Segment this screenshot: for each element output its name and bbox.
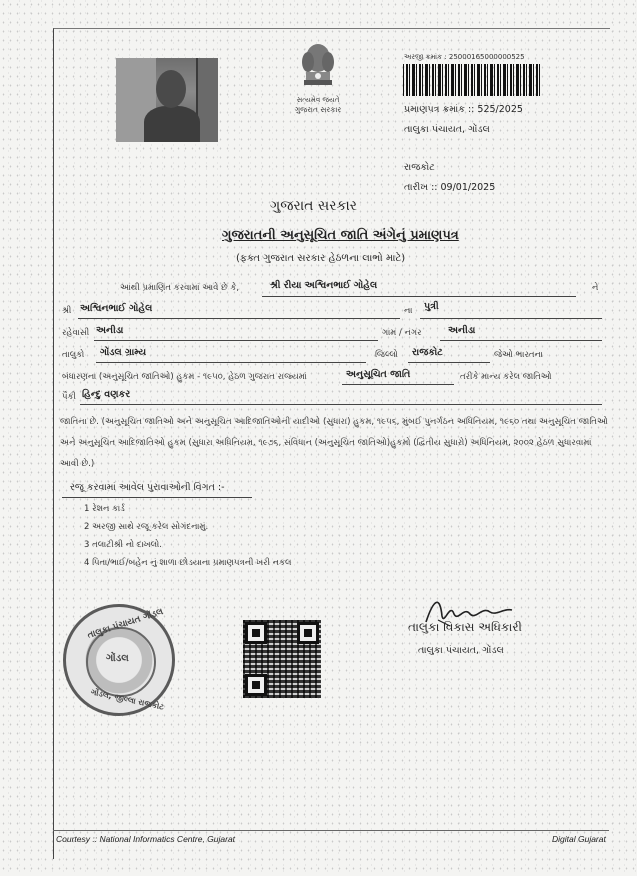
certificate-subtitle: (ફક્ત ગુજરાત સરકાર હેઠળના લાભો માટે): [236, 253, 406, 264]
signatory-office: તાલુકા પંચાયત, ગોંડલ: [418, 645, 504, 656]
issuing-office: તાલુકા પંચાયત, ગોંડલ: [404, 124, 490, 135]
text-shri: શ્રી: [62, 306, 72, 316]
barcode: [403, 64, 541, 96]
district-value: રાજકોટ: [412, 347, 443, 358]
emblem-motto: સત્યમેવ જયતે: [296, 96, 340, 104]
resident-label: રહેવાસી: [62, 328, 90, 338]
evidence-item: 4 પિતા/ભાઈ/બહેન નું શાળા છોડયાના પ્રમાણપત્રની ખરી નકલ: [84, 558, 292, 568]
certificate-number: પ્રમાણપત્ર ક્રમાંક :: 525/2025: [404, 104, 523, 115]
group-label: પૈકી: [62, 392, 76, 402]
evidence-item: 2 અરજી સાથે રજૂ કરેલ સોગંદનામું.: [84, 522, 209, 532]
intro-text: આથી પ્રમાણિત કરવામાં આવે છે કે,: [120, 283, 240, 293]
applicant-photo: [116, 58, 218, 142]
footer-brand: Digital Gujarat: [552, 834, 606, 844]
issue-date: તારીખ :: 09/01/2025: [404, 182, 496, 193]
qr-code: [243, 620, 321, 698]
applicant-name: શ્રી રીયા અશ્વિનભાઈ ગોહેલ: [270, 280, 378, 291]
evidence-heading: રજૂ કરવામાં આવેલ પુરાવાઓની વિગત :-: [70, 482, 225, 493]
caste-value: હિન્દુ વણકર: [82, 389, 131, 400]
seal-center-text: ગોંડલ: [106, 653, 129, 664]
relation: પુત્રી: [424, 301, 439, 312]
evidence-item: 3 તલાટીશ્રી નો દાખલો.: [84, 540, 162, 550]
taluka-label: તાલુકો: [62, 350, 85, 360]
evidence-item: 1 રેશન કાર્ડ: [84, 504, 125, 514]
issue-place: રાજકોટ: [404, 162, 435, 173]
caste-category: અનુસૂચિત જાતિ: [346, 369, 411, 380]
seal-top-text: તાલુકા પંચાયત ગોંડલ: [86, 607, 165, 641]
footer-courtesy: Courtesy :: National Informatics Centre, Gujarat: [56, 834, 236, 844]
text-na: ના: [404, 306, 413, 316]
constitution-text: બંધારણના (અનુસૂચિત જાતિઓ) હુકમ - ૧૯૫૦, હેઠળ ગુજરાત રાજ્યમાં: [62, 372, 307, 382]
bharat-text: જેઓ ભારતના: [494, 350, 543, 360]
application-number: અરજી ક્રમાંક : 25000165000000525: [404, 53, 525, 61]
legal-paragraph: જાતિના છે. (અનુસૂચિત જાતિઓ અને અનુસૂચિત આદિજાતિઓની યાદીઓ (સુધારા) હુકમ, ૧૯૫૬, મુંબઈ પુનર્ગઠન અધિનિયમ, ૧૯૬૦ તથા અનુસૂચિત જાતિઓ અને અનુસૂચિત આદિજાતિઓ હુકમ (સુધારા અધિનિયમ, ૧૯૭૬, સંવિધાન (અનુસૂચિત જાતિઓ)હુકમો (દ્વિતીય સુધારો) અધિનિયમ, ૨૦૦૨ હેઠળ સુધારવામાં આવી છે.): [60, 417, 608, 469]
resident-value: અનીડા: [96, 325, 124, 336]
emblem-caption: ગુજરાત સરકાર: [294, 105, 342, 114]
text-ne: ને: [592, 283, 599, 293]
seal-bottom-text: ગોંડલ, જીલ્લા રાજકોટ: [89, 687, 165, 712]
father-name: અશ્વિનભાઈ ગોહેલ: [80, 303, 153, 314]
village-label: ગામ / નગર: [382, 328, 422, 338]
district-label: જિલ્લો: [375, 350, 398, 360]
office-seal: [63, 604, 175, 716]
taluka-value: ગોંડલ ગ્રામ્ય: [100, 347, 147, 358]
village-value: અનીડા: [448, 325, 476, 336]
gov-title: ગુજરાત સરકાર: [270, 198, 357, 214]
recognized-text: તરીકે માન્ય કરેલ જાતિઓ: [460, 372, 552, 382]
signatory-title: તાલુકા વિકાસ અધિકારી: [408, 620, 522, 634]
certificate-title: ગુજરાતની અનુસૂચિત જાતિ અંગેનું પ્રમાણપત્ર: [222, 228, 459, 243]
national-emblem-icon: [296, 40, 340, 94]
